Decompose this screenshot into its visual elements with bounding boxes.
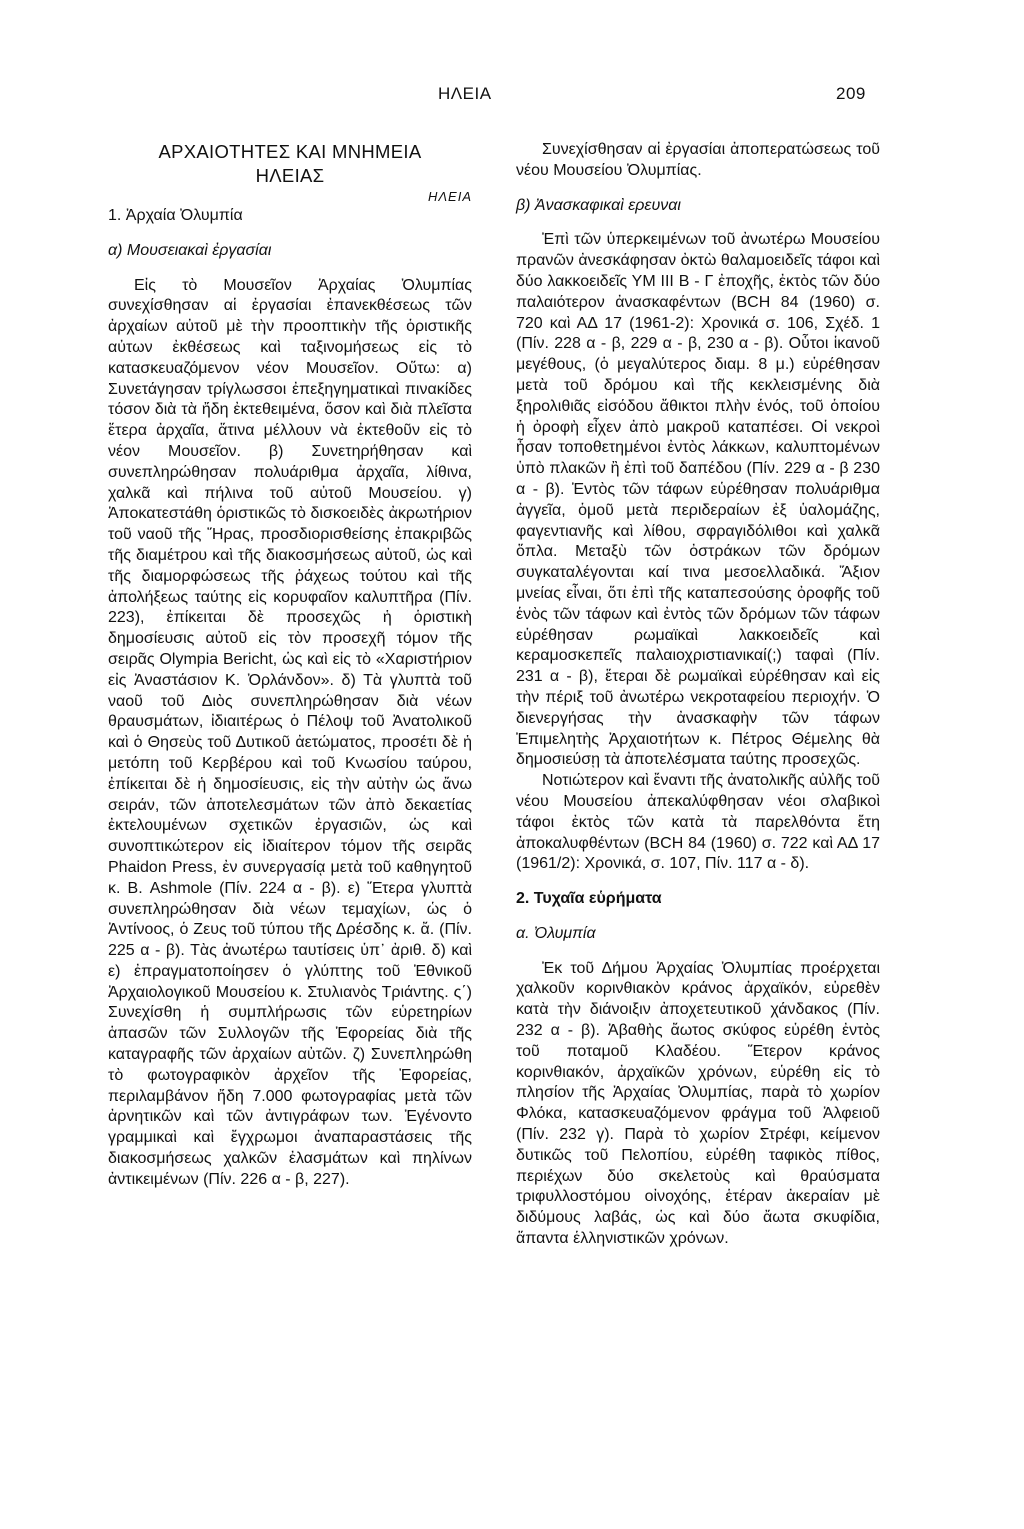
- chapter-subtitle: ΗΛΕΙΑ: [427, 189, 472, 204]
- chapter-title-line-2: ΗΛΕΙΑΣ: [255, 165, 325, 186]
- body-paragraph: Νοτιώτερον καὶ ἔναντι τῆς ἀνατολικῆς αὐλῆς τοῦ νέου Μουσείου ἀπεκαλύφθησαν νέοι σλαβικοὶ τάφοι ἐκτὸς τῶν κατὰ τὰ παρελθόντα ἔτη ἀποκαλυφθέντων (BCH 84 (1960) σ. 722 καὶ ΑΔ 17 (1961/2): Χρονικά, σ. 107, Πίν. 117 α - δ).: [516, 772, 880, 873]
- body-paragraph: Ἐπὶ τῶν ὑπερκειμένων τοῦ ἀνωτέρω Μουσείου πρανῶν ἀνεσκάφησαν ὀκτὼ θαλαμοειδεῖς τάφοι καὶ δύο λακκοειδεῖς ΥΜ ΙΙΙ Β - Γ ἐποχῆς, ἐκτὸς τῶν δύο παλαιότερον ἀνασκαφέντων (BCH 84 (1960) σ. 720 καὶ ΑΔ 17 (1961-2): Χρονικά σ. 106, Σχέδ. 1 (Πίν. 228 α - β, 229 α - β, 230 α - β). Οὗτοι ἱκανοῦ μεγέθους, (ὁ μεγαλύτερος διαμ. 8 μ.) εὑρέθησαν μετὰ τοῦ δρόμου καὶ τῆς κεκλεισμένης διὰ ξηρολιθιᾶς εἰσόδου ἄθικτοι πλὴν ἑνός, τοῦ ὁποίου ἡ ὀροφὴ εἶχεν ἀπὸ μακροῦ καταπέσει. Οἱ νεκροὶ ἦσαν τοποθετημένοι ἐντὸς λάκκων, καλυπτομένων ὑπὸ πλακῶν ἢ ἐπὶ τοῦ δαπέδου (Πίν. 229 α - β 230 α - β). Ἐντὸς τῶν τάφων εὑρέθησαν πολυάριθμα ἀγγεῖα, ὁμοῦ μετὰ περιδεραίων ἐξ ὑαλομάζης, φαγεντιανῆς καὶ λίθου, σφραγιδόλιθοι καὶ χαλκᾶ ὅπλα. Μεταξὺ τῶν ὀστράκων τῶν δρόμων συγκαταλέγονται καί τινα μεσοελλαδικά. Ἄξιον μνείας εἶναι, ὅτι ἐπὶ τῆς καταπεσούσης ὀροφῆς τοῦ ἑνὸς τῶν τάφων καὶ ἐντὸς τῶν δρόμων τῶν τάφων εὑρέθησαν ρωμαϊκαὶ λακκοειδεῖς καὶ κεραμοσκεπεῖς παλαιοχριστιανικαί(;) ταφαὶ (Πίν. 231 α - β), ἕτεραι δὲ ρωμαϊκαὶ εὑρέθησαν καὶ εἰς τὴν πέριξ τοῦ ἀνωτέρω νεκροταφείου περιοχήν. Ὁ διενεργήσας τὴν ἀνασκαφὴν τῶν τάφων Ἐπιμελητὴς Ἀρχαιοτήτων κ. Πέτρος Θέμελης θὰ δημοσιεύσῃ τὰ ἀποτελέσματα ταύτης προσεχῶς.: [516, 231, 880, 769]
- subsection-b-heading: β) Ἀνασκαφικαὶ ερευναι: [516, 196, 681, 214]
- chapter-title-line-1: ΑΡΧΑΙΟΤΗΤΕΣ ΚΑΙ ΜΝΗΜΕΙΑ: [158, 141, 422, 162]
- running-head-title: ΗΛΕΙΑ: [438, 84, 492, 103]
- body-paragraph: Ἐκ τοῦ Δήμου Ἀρχαίας Ὀλυμπίας προέρχεται χαλκοῦν κορινθιακὸν κράνος ἀρχαϊκόν, εὑρεθὲν κατὰ τὴν διάνοιξιν ἀποχετευτικοῦ χάνδακος (Πίν. 232 α - β). Ἀβαθὴς ἄωτος σκύφος εὑρέθη ἐντὸς τοῦ ποταμοῦ Κλαδέου. Ἕτερον κράνος κορινθιακόν, ἀρχαϊκῶν χρόνων, εὑρέθη εἰς τὸ πλησίον τῆς Ἀρχαίας Ὀλυμπίας, παρὰ τὸ χωρίον Φλόκα, κατασκευαζόμενον φράγμα τοῦ Ἀλφειοῦ (Πίν. 232 γ). Παρὰ τὸ χωρίον Στρέφι, κείμενον δυτικῶς τοῦ Πελοπίου, εὑρέθη ταφικὸς πίθος, περιέχων δύο σκελετοὺς καὶ θραύσματα τριφυλλοστόμου οἰνοχόης, ἑτέραν ἀκεραίαν μὲ διδύμους λαβάς, ὡς καὶ δύο ἄωτα σκυφίδια, ἅπαντα ἑλληνιστικῶν χρόνων.: [516, 959, 880, 1248]
- body-paragraph: Εἰς τὸ Μουσεῖον Ἀρχαίας Ὀλυμπίας συνεχίσθησαν αἱ ἐργασίαι ἐπανεκθέσεως τῶν ἀρχαίων αὐτοῦ μὲ τὴν προοπτικὴν τῆς ὁριστικῆς αὐτων ἐκθέσεως καὶ ταξινομήσεως εἰς τὸ κατασκευαζόμενον νέον Μουσεῖον. Οὕτω: α) Συνετάγησαν τρίγλωσσοι ἐπεξηγηματικαὶ πινακίδες τόσον διὰ τὰ ἤδη ἐκτεθειμένα, ὅσον καὶ διὰ πλεῖστα ἕτερα ἀρχαῖα, ἅτινα μέλλουν νὰ ἐκτεθοῦν εἰς τὸ νέον Μουσεῖον. β) Συνετηρήθησαν καὶ συνεπληρώθησαν πολυάριθμα ἀρχαῖα, λίθινα, χαλκᾶ καὶ πήλινα τοῦ αὐτοῦ Μουσείου. γ) Ἀποκατεστάθη ὁριστικῶς τὸ δισκοειδὲς ἀκρωτήριον τοῦ ναοῦ τῆς Ἥρας, προσδιορισθείσης ἐπακριβῶς τῆς διαμέτρου καὶ τῆς διακοσμήσεως αὐτοῦ, ὡς καὶ τῆς διαμορφώσεως τῆς ῥάχεως τούτου καὶ τῆς ἀπολήξεως ταύτης εἰς κορυφαῖον καλυπτῆρα (Πίν. 223), ἐπίκειται δὲ προσεχῶς ἡ ὁριστικὴ δημοσίευσις αὐτοῦ εἰς τὸν προσεχῆ τόμον τῆς σειρᾶς Olympia Bericht, ὡς καὶ εἰς τὸ «Χαριστήριον εἰς Ἀναστάσιον Κ. Ὀρλάνδον». δ) Τὰ γλυπτὰ τοῦ ναοῦ τοῦ Διὸς συνεπληρώθησαν διὰ νέων θραυσμάτων, ἰδιαιτέρως ὁ Πέλοψ τοῦ Ἀνατολικοῦ καὶ ὁ Θησεὺς τοῦ Δυτικοῦ ἀετώματος, προσέτι δὲ ἡ μετόπη τοῦ Κερβέρου καὶ τοῦ Κνωσίου ταύρου, ἐπίκειται δὲ ἡ δημοσίευσις, εἰς τὴν αὐτὴν ὡς ἄνω σειράν, τῶν ἀποτελεσμάτων τῶν ἀπὸ δεκαετίας ἐκτελουμένων σχετικῶν ἐργασιῶν, ὡς καὶ συνοπτικώτερον εἰς ἰδιαίτερον τόμον τῆς σειρᾶς Phaidon Press, ἐν συνεργασίᾳ μετὰ τοῦ καθηγητοῦ κ. Β. Ashmole (Πίν. 224 α - β). ε) Ἕτερα γλυπτὰ συνεπληρώθησαν διὰ νέων τεμαχίων, ὡς ὁ Ἀντίνοος, ὁ Ζευς τοῦ τύπου τῆς Δρέσδης κ. ἄ. (Πίν. 225 α - β). Τὰς ἀνωτέρω ταυτίσεις ὑπ᾽ ἀριθ. δ) καὶ ε) ἐπραγματοποίησεν ὁ γλύπτης τοῦ Ἐθνικοῦ Ἀρχαιολογικοῦ Μουσείου κ. Στυλιανὸς Τριάντης. ς΄) Συνεχίσθη ἡ συμπλήρωσις τῶν εὑρετηρίων ἁπασῶν τῶν Συλλογῶν τῆς Ἐφορείας διὰ τῆς καταγραφῆς τῶν ἀρχαίων αὐτῶν. ζ) Συνεπληρώθη τὸ φωτογραφικὸν ἀρχεῖον τῆς Ἐφορείας, περιλαμβάνον ἤδη 7.000 φωτογραφίας μετὰ τῶν ἀρνητικῶν καὶ τῶν ἀντιγράφων των. Ἐγένοντο γραμμικαὶ καὶ ἔγχρωμοι ἀναπαραστάσεις τῆς διακοσμήσεως χαλκῶν ἐλασμάτων καὶ πηλίνων ἀντικειμένων (Πίν. 226 α - β, 227).: [108, 276, 472, 1188]
- section-1-heading: 1. Ἀρχαία Ὀλυμπία: [108, 207, 243, 224]
- left-column: [108, 140, 472, 1191]
- section-2-heading: 2. Τυχαῖα εὑρήματα: [516, 890, 662, 908]
- right-column: [516, 140, 880, 1250]
- body-paragraph: Συνεχίσθησαν αἱ ἐργασίαι ἀποπερατώσεως τοῦ νέου Μουσείου Ὀλυμπίας.: [516, 141, 880, 179]
- subsection-a-heading: α) Μουσειακαὶ ἐργασίαι: [108, 241, 272, 259]
- subsection-2a-heading: α. Ὀλυμπία: [516, 924, 596, 942]
- running-head: [0, 84, 1024, 108]
- page-number: 209: [836, 84, 866, 103]
